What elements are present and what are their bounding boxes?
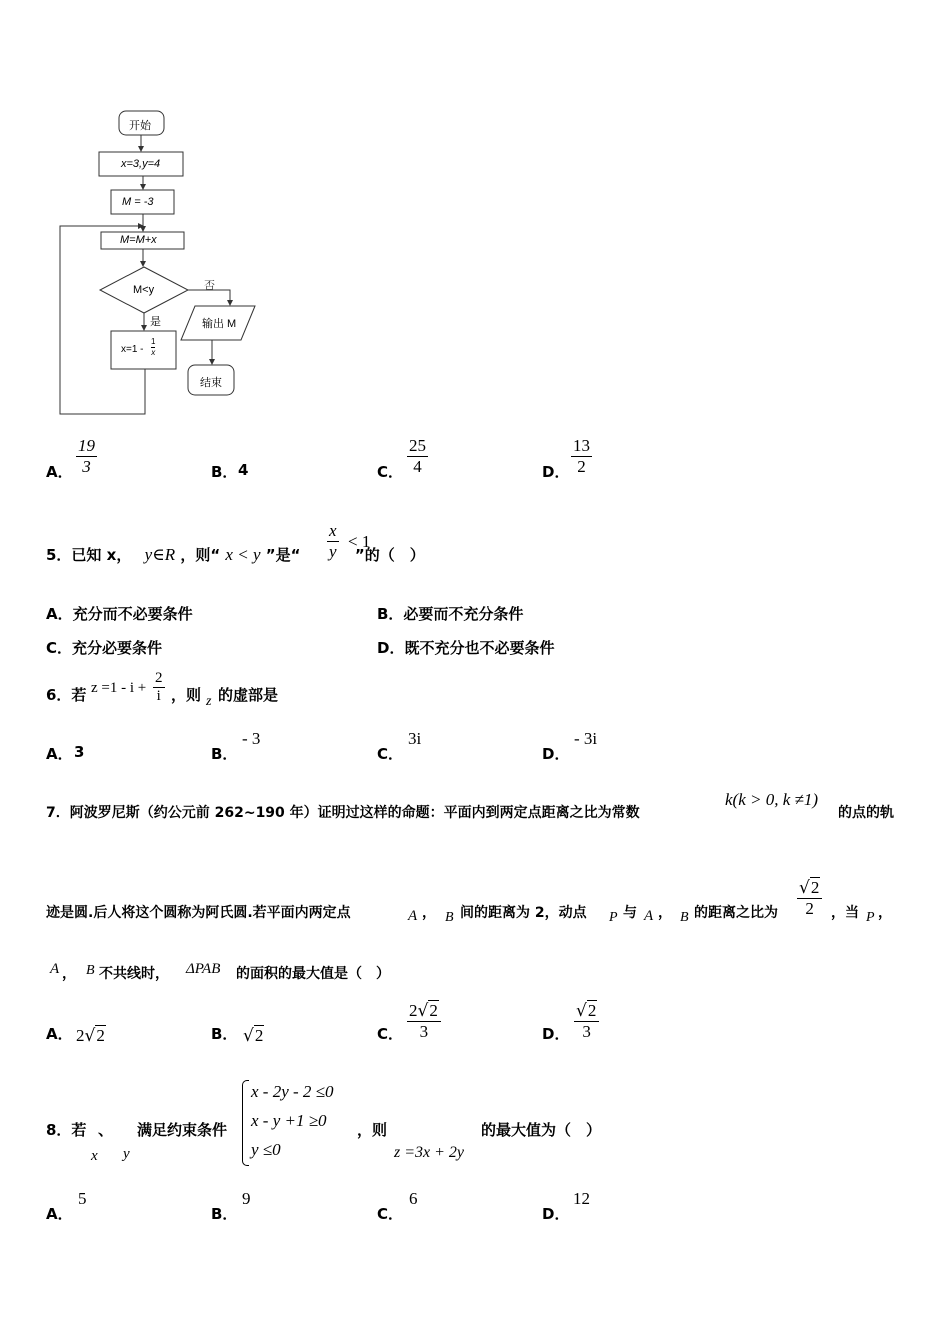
q7-option-c-label: C． <box>377 1025 404 1043</box>
flow-m-init-label: M = -3 <box>122 196 154 208</box>
flow-output-label: 输出 M <box>202 318 237 330</box>
q7-point-p-2: P <box>866 910 875 925</box>
q7-line2-d: 的距离之比为 <box>694 905 778 921</box>
q7-option-a-label: A． <box>46 1025 73 1043</box>
q6-option-a-value: 3 <box>74 743 85 761</box>
q7-point-a: A <box>408 908 418 924</box>
q5-fraction: $\frac{x}{y}$ <box>329 521 337 561</box>
q4-option-c-label: C． <box>377 463 404 481</box>
q7-triangle: ΔPAB <box>186 961 221 977</box>
q4-option-c-frac: $\frac{25}{4}$ <box>409 436 426 476</box>
flow-end-label: 结束 <box>200 377 222 389</box>
q5-option-c: C．充分必要条件 <box>46 639 163 657</box>
q7-point-b-2: B <box>680 910 689 925</box>
flow-decision-label: M<y <box>133 284 155 296</box>
q7-option-c-frac: $\frac{2√2}{3}$ <box>407 1001 441 1042</box>
q7-comma-1: ， <box>422 905 436 921</box>
q7-line1: 7．阿波罗尼斯（约公元前 262~190 年）证明过这样的命题：平面内到两定点距离之比为常数 <box>46 805 640 821</box>
q7-line2-b: 间的距离为 2，动点 <box>460 905 587 921</box>
q6-option-b-label: B． <box>211 745 238 763</box>
q8-constraint-3: y ≤0 <box>251 1140 281 1159</box>
q5-stem: 5．已知 x， y∈R ，则“ x < y ”是“ ”的（ ） <box>46 545 425 564</box>
q6-var: z <box>206 694 212 709</box>
q8-constraint-2: x - y +1 ≥0 <box>251 1111 327 1130</box>
flow-yes-label: 是 <box>150 316 161 328</box>
q8-stem-then: ，则 <box>357 1121 388 1139</box>
q8-option-a-label: A． <box>46 1205 73 1223</box>
q8-option-d-value: 12 <box>573 1189 590 1208</box>
q8-option-c-label: C． <box>377 1205 404 1223</box>
q7-line2-c: 与 <box>623 905 637 921</box>
q4-option-d-frac: $\frac{13}{2}$ <box>573 436 590 476</box>
q7-point-p: P <box>609 910 618 925</box>
q8-stem-mid: 满足约束条件 <box>137 1121 228 1139</box>
q8-constraint-brace <box>242 1080 249 1166</box>
q6-option-b-value: - 3 <box>242 729 261 748</box>
q7-point-b-3: B <box>86 963 95 978</box>
q5-option-b: B．必要而不充分条件 <box>377 605 524 623</box>
flow-start-label: 开始 <box>129 120 151 132</box>
q8-var-y: y <box>123 1146 130 1162</box>
q8-objective: z =3x + 2y <box>394 1144 465 1161</box>
q8-var-x: x <box>91 1148 98 1164</box>
q7-k-expr: k(k > 0, k ≠1) <box>725 790 819 809</box>
q7-option-d-frac: $\frac{√2}{3}$ <box>574 1001 599 1042</box>
q6-fraction: $\frac{2}{i}$ <box>155 670 163 704</box>
q8-option-d-label: D． <box>542 1205 570 1223</box>
q6-expr: z =1 - i + <box>91 680 147 696</box>
q7-comma-4: ， <box>62 966 76 982</box>
q8-option-a-value: 5 <box>78 1189 87 1208</box>
flow-no-label: 否 <box>204 280 215 292</box>
q6-option-a-label: A． <box>46 745 73 763</box>
q6-stem-start: 6．若 <box>46 686 87 704</box>
q7-point-a-3: A <box>50 961 60 977</box>
q7-option-a-value: 2√2 <box>76 1026 105 1046</box>
q7-line3-b: 不共线时， <box>99 966 169 982</box>
q8-option-b-label: B． <box>211 1205 238 1223</box>
q7-line3-c: 的面积的最大值是（ ） <box>236 966 390 982</box>
flowchart <box>0 0 300 430</box>
q6-stem-mid: ，则 <box>171 686 202 704</box>
q7-ratio-frac: $\frac{√2}{2}$ <box>797 878 822 919</box>
q8-sep: 、 <box>98 1121 114 1139</box>
q7-line1-end: 的点的轨 <box>838 805 894 821</box>
flow-assign-label: x=1 - <box>121 344 144 355</box>
q8-stem-start: 8．若 <box>46 1121 87 1139</box>
q7-line2-e: ，当 <box>831 905 859 921</box>
q7-point-b: B <box>445 910 454 925</box>
q7-option-d-label: D． <box>542 1025 570 1043</box>
q7-comma-3: ， <box>658 905 672 921</box>
q6-stem-end: 的虚部是 <box>218 686 279 704</box>
q4-option-b-value: 4 <box>238 461 249 479</box>
flow-update-label: M=M+x <box>120 234 157 246</box>
q6-option-c-label: C． <box>377 745 404 763</box>
q7-option-b-value: √2 <box>243 1026 264 1046</box>
q4-option-b-label: B． <box>211 463 238 481</box>
q7-option-b-label: B． <box>211 1025 238 1043</box>
q5-option-d: D．既不充分也不必要条件 <box>377 639 555 657</box>
q7-comma-2: ， <box>878 905 892 921</box>
flow-init-label: x=3,y=4 <box>121 158 161 170</box>
q6-option-c-value: 3i <box>408 729 422 748</box>
q8-constraint-1: x - 2y - 2 ≤0 <box>251 1082 334 1101</box>
q4-option-a-frac: $\frac{19}{3}$ <box>78 436 95 476</box>
q5-option-a: A．充分而不必要条件 <box>46 605 193 623</box>
q4-option-a-label: A． <box>46 463 73 481</box>
flow-assign-frac: 1 x <box>151 337 156 357</box>
q8-stem-end: 的最大值为（ ） <box>481 1121 602 1139</box>
q6-option-d-label: D． <box>542 745 570 763</box>
q8-option-c-value: 6 <box>409 1189 418 1208</box>
q5-fraction-rest: < 1 <box>348 532 371 551</box>
q7-point-a-2: A <box>644 908 654 924</box>
q7-line2-a: 迹是圆.后人将这个圆称为阿氏圆.若平面内两定点 <box>46 905 351 921</box>
q4-option-d-label: D． <box>542 463 570 481</box>
q8-option-b-value: 9 <box>242 1189 251 1208</box>
q6-option-d-value: - 3i <box>574 729 598 748</box>
